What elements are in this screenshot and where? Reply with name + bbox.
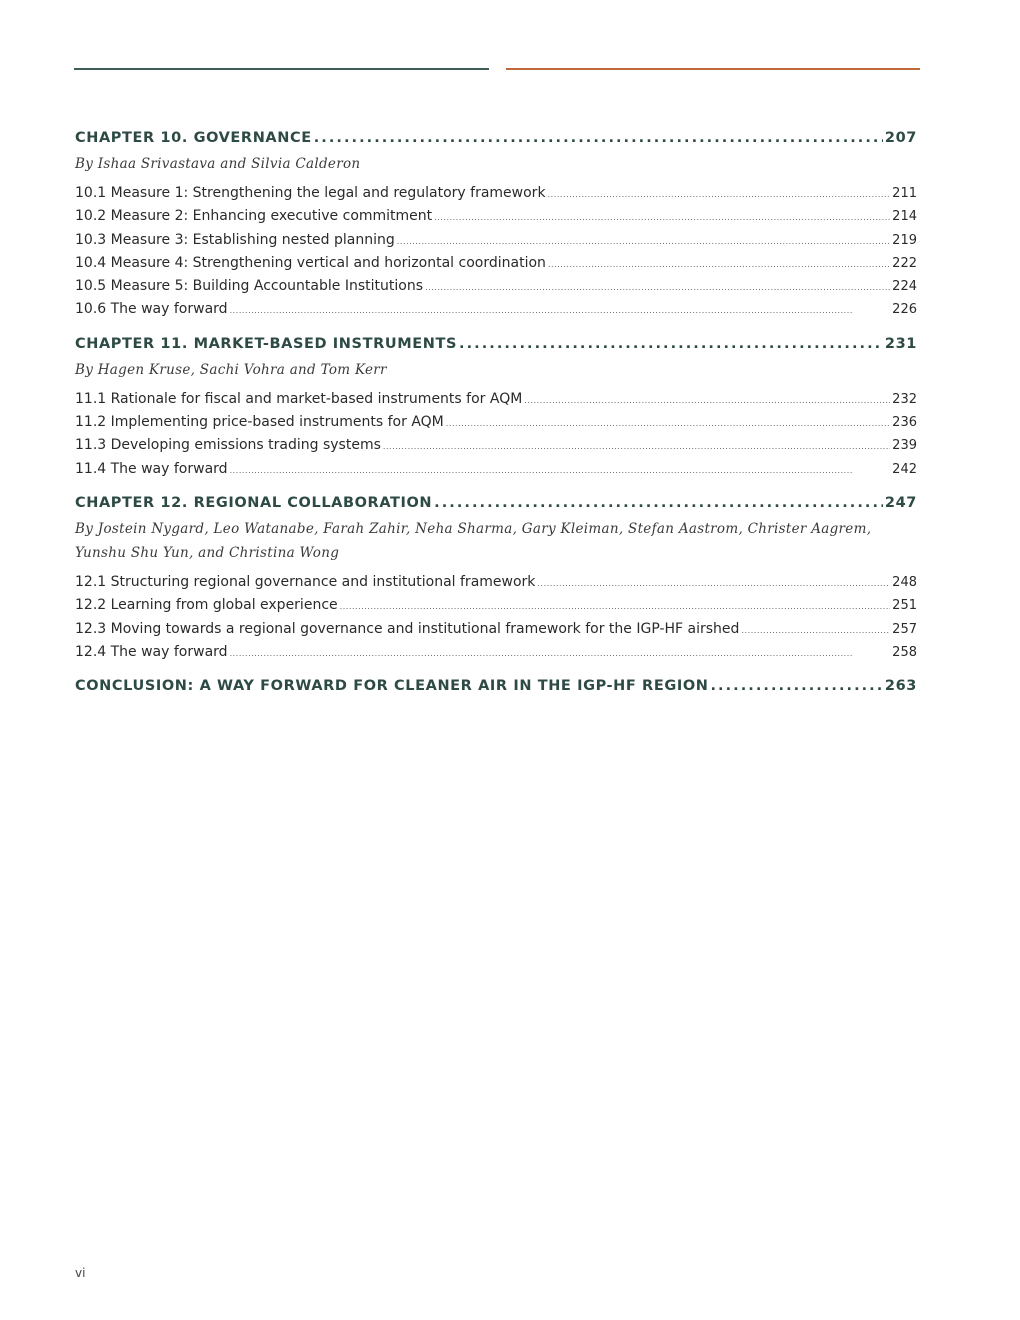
chapter-title: CHAPTER 10. GOVERNANCE xyxy=(75,130,312,146)
dot-leader xyxy=(314,130,883,146)
section-title: 12.2 Learning from global experience xyxy=(75,597,338,614)
chapter-page: 247 xyxy=(884,494,917,511)
section-page: 248 xyxy=(892,574,917,590)
section-title: 11.3 Developing emissions trading systems xyxy=(75,437,381,454)
page-number: vi xyxy=(75,1266,86,1280)
dot-leader xyxy=(230,458,891,482)
dot-leader xyxy=(434,495,883,511)
section-title: 10.6 The way forward xyxy=(75,301,228,318)
author-line: Yunshu Shu Yun, and Christina Wong xyxy=(75,544,340,561)
section-title: 12.1 Structuring regional governance and institutional framework xyxy=(75,573,536,590)
chapter-title: CHAPTER 11. MARKET-BASED INSTRUMENTS xyxy=(75,335,458,352)
dot-leader xyxy=(711,678,883,694)
dot-leader xyxy=(397,229,890,253)
chapter-heading[interactable] xyxy=(75,336,917,358)
dot-leader xyxy=(741,618,890,642)
chapter-page: 231 xyxy=(884,335,917,352)
section-page: 226 xyxy=(892,302,917,318)
dot-leader xyxy=(548,182,891,206)
dot-leader xyxy=(340,594,891,618)
section-page: 236 xyxy=(892,415,917,431)
section-page: 222 xyxy=(892,255,917,271)
dot-leader xyxy=(548,252,890,276)
section-entry[interactable] xyxy=(75,458,917,481)
conclusion-heading[interactable] xyxy=(75,678,917,700)
section-title: 11.4 The way forward xyxy=(75,460,228,477)
section-entry[interactable] xyxy=(75,618,917,641)
dot-leader xyxy=(425,275,890,299)
section-title: 10.5 Measure 5: Building Accountable Institutions xyxy=(75,278,423,295)
section-entry[interactable] xyxy=(75,252,917,275)
chapter-heading[interactable] xyxy=(75,495,917,517)
section-title: 10.4 Measure 4: Strengthening vertical and horizontal coordination xyxy=(75,254,546,271)
chapter-block xyxy=(75,130,917,322)
conclusion-page: 263 xyxy=(884,678,917,695)
chapter-page: 207 xyxy=(884,130,917,146)
author-line: By Ishaa Srivastava and Silvia Calderon xyxy=(75,156,361,172)
section-page: 258 xyxy=(892,644,917,660)
dot-leader xyxy=(524,388,890,412)
chapter-heading[interactable] xyxy=(75,130,917,152)
section-page: 251 xyxy=(892,598,917,614)
chapter-authors xyxy=(75,152,917,176)
author-line: By Jostein Nygard, Leo Watanabe, Farah Zahir, Neha Sharma, Gary Kleiman, Stefan Aastrom, Christer Aagrem, xyxy=(75,520,872,537)
author-line: By Hagen Kruse, Sachi Vohra and Tom Kerr xyxy=(75,361,387,378)
section-page: 214 xyxy=(892,209,917,225)
section-title: 11.1 Rationale for fiscal and market-based instruments for AQM xyxy=(75,390,523,407)
header-rule-right xyxy=(506,68,920,70)
section-entry[interactable] xyxy=(75,594,917,617)
section-entry[interactable] xyxy=(75,388,917,411)
table-of-contents xyxy=(75,130,917,700)
section-page: 211 xyxy=(892,186,917,201)
section-page: 242 xyxy=(892,461,917,477)
conclusion-title: CONCLUSION: A WAY FORWARD FOR CLEANER AIR IN THE IGP-HF REGION xyxy=(75,678,709,695)
section-entry[interactable] xyxy=(75,641,917,664)
section-title: 12.4 The way forward xyxy=(75,643,228,660)
section-title: 10.2 Measure 2: Enhancing executive commitment xyxy=(75,208,433,225)
chapter-block xyxy=(75,336,917,481)
chapter-title: CHAPTER 12. REGIONAL COLLABORATION xyxy=(75,494,433,511)
section-entry[interactable] xyxy=(75,298,917,321)
section-entry[interactable] xyxy=(75,571,917,594)
section-title: 12.3 Moving towards a regional governance and institutional framework for the IGP-HF airshed xyxy=(75,620,740,637)
section-title: 10.1 Measure 1: Strengthening the legal and regulatory framework xyxy=(75,185,546,201)
header-rule-left xyxy=(74,68,489,70)
section-entry[interactable] xyxy=(75,275,917,298)
section-entry[interactable] xyxy=(75,205,917,228)
section-entry[interactable] xyxy=(75,434,917,457)
section-title: 11.2 Implementing price-based instruments for AQM xyxy=(75,414,444,431)
chapter-authors xyxy=(75,517,917,565)
dot-leader xyxy=(537,571,890,595)
section-page: 257 xyxy=(892,621,917,637)
section-page: 232 xyxy=(892,391,917,407)
section-entry[interactable] xyxy=(75,411,917,434)
chapter-block xyxy=(75,495,917,664)
dot-leader xyxy=(459,336,883,352)
chapter-authors xyxy=(75,358,917,382)
dot-leader xyxy=(230,298,891,322)
section-title: 10.3 Measure 3: Establishing nested planning xyxy=(75,231,395,248)
dot-leader xyxy=(383,434,890,458)
section-page: 219 xyxy=(892,232,917,248)
dot-leader xyxy=(230,641,891,665)
section-entry[interactable] xyxy=(75,229,917,252)
section-page: 239 xyxy=(892,438,917,454)
section-entry[interactable] xyxy=(75,182,917,205)
section-page: 224 xyxy=(892,279,917,295)
dot-leader xyxy=(434,205,890,229)
dot-leader xyxy=(446,411,890,435)
